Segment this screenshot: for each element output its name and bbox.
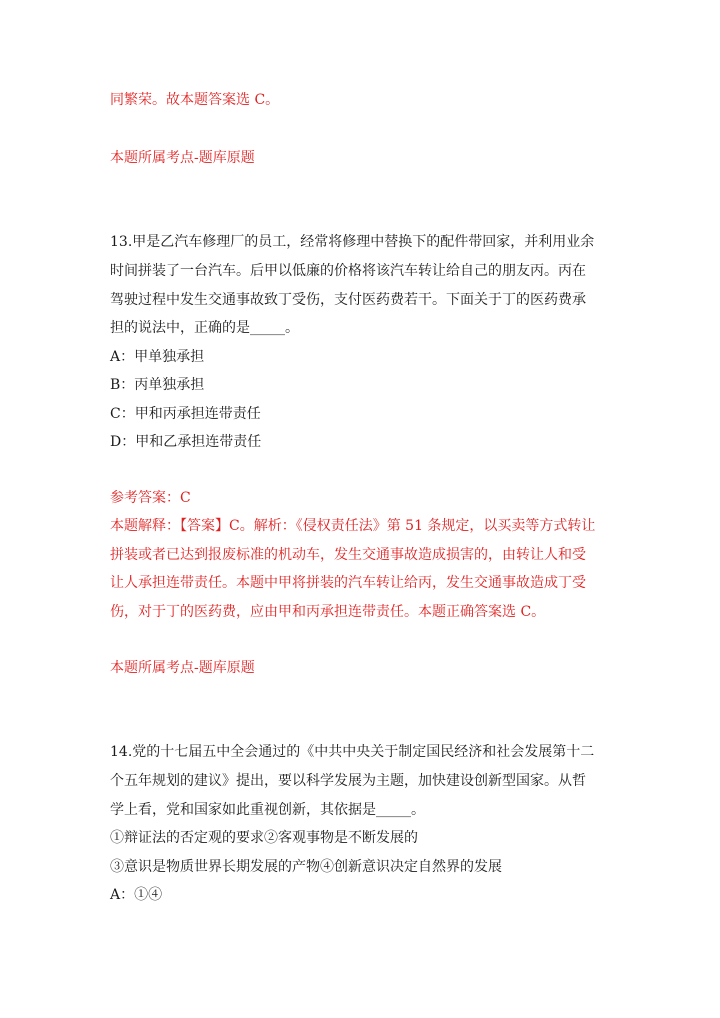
q13-option-d: D：甲和乙承担连带责任	[110, 434, 262, 450]
q13-topic-tag: 本题所属考点-题库原题	[110, 660, 255, 676]
q13-stem-line-2: 时间拼装了一台汽车。后甲以低廉的价格将该汽车转让给自己的朋友丙。丙在	[110, 263, 586, 279]
q13-stem-line-4: 担的说法中，正确的是_____。	[110, 320, 299, 336]
q13-explanation-line-4: 伤，对于丁的医药费，应由甲和丙承担连带责任。本题正确答案选 C。	[110, 604, 546, 620]
q14-stem-line-2: 个五年规划的建议》提出，要以科学发展为主题，加快建设创新型国家。从哲	[110, 773, 586, 789]
q13-explanation-line-2: 拼装或者已达到报废标准的机动车，发生交通事故造成损害的，由转让人和受	[110, 547, 586, 563]
q14-statement-line-2: ③意识是物质世界长期发展的产物④创新意识决定自然界的发展	[110, 859, 502, 875]
prev-explanation-end: 同繁荣。故本题答案选 C。	[110, 92, 280, 108]
q13-option-a: A：甲单独承担	[110, 349, 205, 365]
q13-explanation-line-1: 本题解释：【答案】C。解析：《侵权责任法》第 51 条规定，以买卖等方式转让	[110, 518, 596, 534]
q14-statement-line-1: ①辩证法的否定观的要求②客观事物是不断发展的	[110, 830, 418, 846]
q14-stem-line-3: 学上看，党和国家如此重视创新，其依据是_____。	[110, 802, 425, 818]
q13-explanation-line-3: 让人承担连带责任。本题中甲将拼装的汽车转让给丙，发生交通事故造成丁受	[110, 575, 586, 591]
prev-topic-tag: 本题所属考点-题库原题	[110, 150, 255, 166]
q13-stem-line-3: 驾驶过程中发生交通事故致丁受伤，支付医药费若干。下面关于丁的医药费承	[110, 292, 586, 308]
q13-option-b: B：丙单独承担	[110, 377, 205, 393]
q14-option-a: A：①④	[110, 887, 163, 903]
q13-answer: 参考答案：C	[110, 490, 191, 506]
q13-option-c: C：甲和丙承担连带责任	[110, 406, 261, 422]
q13-stem-line-1: 13.甲是乙汽车修理厂的员工，经常将修理中替换下的配件带回家，并利用业余	[110, 234, 595, 250]
q14-stem-line-1: 14.党的十七届五中全会通过的《中共中央关于制定国民经济和社会发展第十二	[110, 744, 595, 760]
